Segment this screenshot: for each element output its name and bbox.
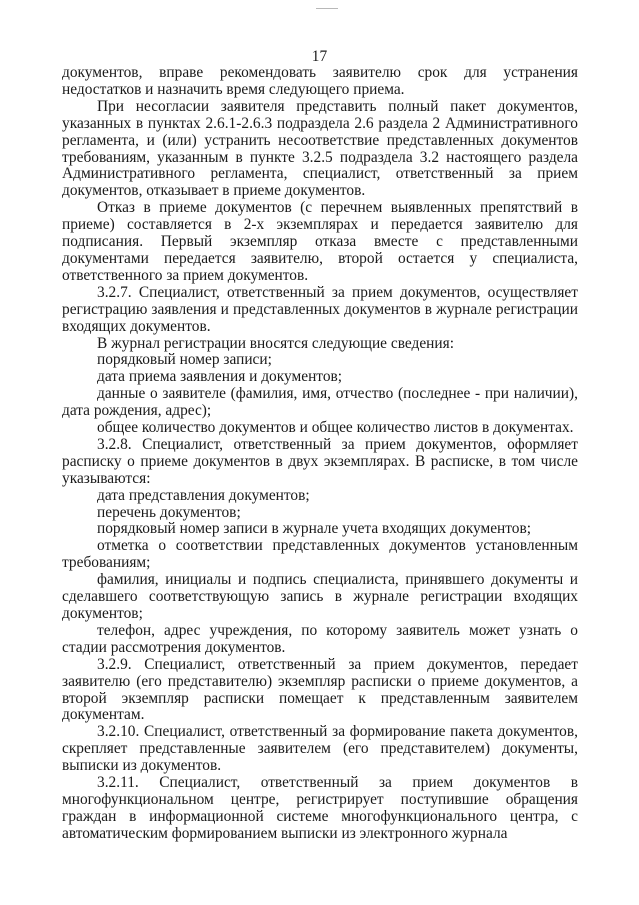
paragraph: При несогласии заявителя представить полный пакет документов, указанных в пунктах 2.6.1-2.6.3 подраздела 2.6 раздела 2 Административного регламента, и (или) устранить несоответствие представленных документов требованиям, указанным в пункте 3.2.5 подраздела 3.2 настоящего раздела Административного регламента, специалист, ответственный за прием документов, отказывает в приеме документов. xyxy=(62,97,578,200)
list-item: телефон, адрес учреждения, по которому заявитель может узнать о стадии рассмотрения документов. xyxy=(62,621,578,656)
scan-artifact xyxy=(316,8,338,9)
paragraph: 3.2.10. Специалист, ответственный за формирование пакета документов, скрепляет представленные заявителем (его представителем) документы, выписки из документов. xyxy=(62,723,578,775)
document-body xyxy=(62,65,578,843)
list-heading: В журнал регистрации вносятся следующие сведения: xyxy=(97,334,454,352)
list-item: дата приема заявления и документов; xyxy=(97,368,343,386)
paragraph: документов, вправе рекомендовать заявителю срок для устранения недостатков и назначить время следующего приема. xyxy=(62,64,578,98)
page-number: 17 xyxy=(311,48,328,65)
list-item: отметка о соответствии представленных документов установленным требованиям; xyxy=(62,537,578,572)
paragraph: 3.2.7. Специалист, ответственный за прием документов, осуществляет регистрацию заявления и представленных документов в журнале регистрации входящих документов. xyxy=(62,283,578,335)
paragraph: 3.2.8. Специалист, ответственный за прием документов, оформляет расписку о приеме документов в двух экземплярах. В расписке, в том числе указываются: xyxy=(62,435,578,487)
list-item: общее количество документов и общее количество листов в документах. xyxy=(97,419,574,437)
list-item: порядковый номер записи в журнале учета входящих документов; xyxy=(97,520,532,538)
paragraph: Отказ в приеме документов (с перечнем выявленных препятствий в приеме) составляется в 2-х экземплярах и передается заявителю для подписания. Первый экземпляр отказа вместе с представленными документами передается заявителю, второй остается у специалиста, ответственного за прием документов. xyxy=(62,199,578,284)
paragraph: 3.2.9. Специалист, ответственный за прием документов, передает заявителю (его представителю) экземпляр расписки о приеме документов, а второй экземпляр расписки помещает к представленным заявителем документам. xyxy=(62,655,578,724)
list-item: дата представления документов; xyxy=(97,486,310,504)
paragraph: 3.2.11. Специалист, ответственный за прием документов в многофункциональном центре, регистрирует поступившие обращения граждан в информационной системе многофункционального центра, с автоматическим формированием выписки из электронного журнала xyxy=(62,774,578,842)
list-item: порядковый номер записи; xyxy=(97,351,272,369)
list-item: фамилия, инициалы и подпись специалиста, принявшего документы и сделавшего соответствующую запись в журнале регистрации входящих документов; xyxy=(62,571,578,622)
list-item: данные о заявителе (фамилия, имя, отчество (последнее - при наличии), дата рождения, адрес); xyxy=(62,385,578,420)
list-item: перечень документов; xyxy=(97,503,241,521)
